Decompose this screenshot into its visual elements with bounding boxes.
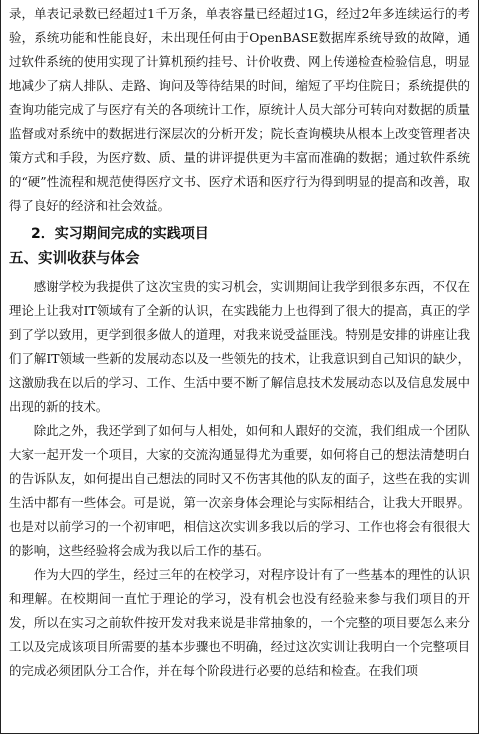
section-heading: 五、实训收获与体会 <box>9 251 140 267</box>
body-paragraph-1: 感谢学校为我提供了这次宝贵的实习机会，实训期间让我学到很多东西，不仅在理论上让我对IT领域有了全新的认识，在实践能力上也得到了很大的提高，真正的学到了学以致用，更学到很多做人的道理，对我来说受益匪浅。特别是安排的讲座让我们了解IT领域一些新的发展动态以及一些领先的技术，让我意识到自己知识的缺少，这激励我在以后的学习、工作、生活中要不断了解信息技术发展动态以及信息发展中出现的新的技术。 <box>9 279 470 414</box>
body-paragraph-3: 作为大四的学生，经过三年的在校学习，对程序设计有了一些基本的理性的认识和理解。在校期间一直忙于理论的学习，没有机会也没有经验来参与我们项目的开发，所以在实习之前软件按开发对我来说是非常抽象的，一个完整的项目要怎么来分工以及完成该项目所需要的基本步骤也不明确，经过这次实训让我明白一个完整项目的完成必须团队分工合作，并在每个阶段进行必要的总结和检查。在我们项 <box>9 567 470 678</box>
intro-paragraph: 录，单表记录数已经超过1千万条，单表容量已经超过1G，经过2年多连续运行的考验，系统功能和性能良好，未出现任何由于OpenBASE数据库系统导致的故障，通过软件系统的使用实现了计算机预约挂号、计价收费、网上传递检查检验信息，明显地减少了病人排队、走路、询问及等待结果的时间，缩短了平均住院日；系统提供的查询功能完成了与医疗有关的各项统计工作，原统计人员大部分可转向对数据的质量监督或对系统中的数据进行深层次的分析开发；院长查询模块从根本上改变管理者决策方式和手段，为医疗数、质、量的讲评提供更为丰富而准确的数据；通过软件系统的“硬”性流程和规范使得医疗文书、医疗术语和医疗行为得到明显的提高和改善，取得了良好的经济和社会效益。 <box>9 6 470 213</box>
body-paragraph-2: 除此之外，我还学到了如何与人相处，如何和人跟好的交流，我们组成一个团队大家一起开发一个项目，大家的交流沟通显得尤为重要，如何将自己的想法清楚明白的告诉队友，如何提出自己想法的同时又不伤害其他的队友的面子，这些在我的实训生活中都有一些体会。可是说，第一次亲身体会理论与实际相结合，让我大开眼界。也是对以前学习的一个初审吧，相信这次实训多我以后的学习、工作也将会有很很大的影响，这些经验将会成为我以后工作的基石。 <box>9 423 470 558</box>
subsection-heading: 2．实习期间完成的实践项目 <box>31 226 209 242</box>
page-content <box>9 2 470 683</box>
